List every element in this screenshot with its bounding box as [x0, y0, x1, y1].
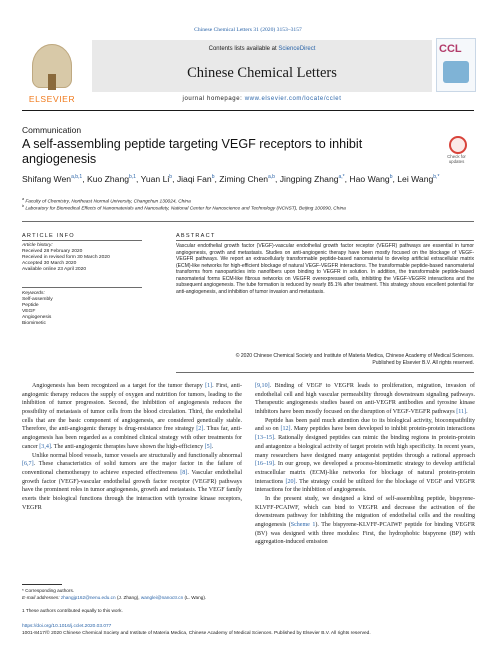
keywords-rule	[22, 287, 142, 288]
body-text: Unlike normal blood vessels, tumor vessels are structurally and functionally abnormal	[32, 452, 242, 459]
abstract-text: Vascular endothelial growth factor (VEGF)-vascular endothelial growth factor receptor (VEGFR) pathways are essential in tumor angiogenesis, growth and metastasis. Studies on anti-angiogenic therapy have been mostly focused on the blockage of VEGF-VEGFR pathways. We report an extracellularly transformable peptide-based nanomaterial to develop artificial extracellular matrix (ECM)-like networks for high-efficient blockage of natural VEGF-VEGFR interactions. The transformable peptide-based nanomaterial transforms from nanoparticles into nanofibers upon binding to VEGFR in solution. In addition, the transformable peptide-based nanomaterial forms ECM-like fibrous networks on VEGFR overexpressed cells, inhibiting the VEGF-VEGFR interactions and the subsequent angiogenesis. The tube formation is reduced by nearly 85.1% after treatment. This strategy shows excellent potential for anti-angiogenesis, and inhibition of tumor invasion and metastasis.	[176, 243, 474, 295]
history-entry: Accepted 30 March 2020	[22, 261, 77, 267]
body-text: . Rationally designed peptides can mimic the binding regions in protein-protein and antagonize a biological activity of target protein with high specificity. In recent years, many researchers have designed many antagonist peptides through a rational approach	[255, 435, 475, 459]
article-title: A self-assembling peptide targeting VEGF receptors to inhibit angiogenesis	[22, 137, 363, 166]
body-text: . The strategy could be utilized for the blockage of VEGF and VEGFR interactions for the inhibition of angiogenesis.	[255, 478, 475, 494]
history-entry: Received 28 February 2020	[22, 249, 83, 255]
body-text: . Vascular endothelial growth factor (VEGF)-vascular endothelial growth factor receptor (VEGFR) pathways have the prominent roles in tumor angiogenesis, growth and metastasis. The VEGF family exerts their biological functions through the interaction with tyrosine kinase receptors, VEGFR	[22, 469, 242, 511]
keyword: VEGF	[22, 309, 36, 315]
keywords-label: Keywords:	[22, 291, 45, 296]
homepage-prefix: journal homepage:	[182, 96, 245, 102]
author[interactable]: Hao Wang$^b$	[349, 173, 393, 184]
body-paragraph	[22, 382, 242, 452]
journal-title: Chinese Chemical Letters	[187, 65, 337, 81]
corresponding-footnote: * Corresponding authors.	[22, 588, 75, 593]
body-column-left	[22, 382, 242, 512]
keyword: Peptide	[22, 303, 39, 309]
email-link[interactable]: wanglei@nanoctr.cn	[140, 595, 184, 600]
header-divider	[22, 221, 474, 222]
citation-link[interactable]: [16–19]	[255, 461, 275, 468]
badge-label: Check for updates	[447, 154, 466, 164]
history-entry: Received in revised form 30 March 2020	[22, 255, 110, 261]
history-entry: Available online 23 April 2020	[22, 267, 87, 273]
body-paragraph	[255, 382, 475, 417]
sciencedirect-link[interactable]: ScienceDirect	[278, 46, 316, 52]
keyword: Self-assembly	[22, 297, 53, 303]
abstract-heading: ABSTRACT	[176, 233, 216, 239]
author[interactable]: Shifang Wen$^{a,b,1}$	[22, 173, 83, 184]
footnote-rule	[22, 584, 62, 585]
body-text: . Many peptides have been developed to inhibit protein-protein interactions	[290, 426, 475, 433]
journal-masthead	[22, 36, 474, 111]
journal-cover-thumbnail[interactable]	[436, 38, 476, 92]
citation-link[interactable]: [20]	[285, 478, 296, 485]
body-text: ). The bispyrene-KLVFF-PCAIWF peptide for binding VEGFR (BV) was designed with three modules: First, the hydrophobic bispyrene (BP) with aggregation-induced emission	[255, 522, 475, 546]
body-text: Angiogenesis has been recognized as a target for the tumor therapy	[32, 383, 206, 389]
article-history	[22, 243, 142, 273]
article-section: Communication	[22, 125, 82, 135]
author[interactable]: Jiaqi Fan$^b$	[176, 173, 215, 184]
contents-line	[92, 46, 432, 52]
email-link[interactable]: zhangjp162@nenu.edu.cn	[60, 595, 116, 600]
keywords	[22, 291, 142, 328]
copyright-line: Published by Elsevier B.V. All rights reserved.	[372, 359, 474, 366]
email-footnote: E-mail addresses: zhangjp162@nenu.edu.cn (J. Zhang), wanglei@nanoctr.cn (L. Wang).	[22, 595, 207, 600]
citation-link[interactable]: [5]	[204, 443, 212, 450]
author[interactable]: Lei Wang$^{b,*}$	[397, 173, 440, 184]
citation-link[interactable]: [12]	[280, 426, 291, 433]
journal-homepage	[92, 96, 432, 102]
body-text: . Binding of VEGF to VEGFR leads to proliferation, migration, invasion of endothelial cell and high vascular permeability through downstream signaling pathways. Therapeutic angiogenesis studies based on anti-VEGFR antibodies and tyrosine kinase inhibitors have been mostly focused on the disruption of VEGF-VEGFR pathways	[255, 383, 475, 416]
doi-link[interactable]: https://doi.org/10.1016/j.cclet.2020.03.077	[22, 624, 112, 629]
citation-link[interactable]: [3,4]	[39, 443, 51, 450]
body-column-right	[255, 382, 475, 547]
cover-art-icon	[443, 61, 469, 83]
body-text: . First, anti-angiogenic therapy reduces the supply of oxygen and nutrition for tumors, leading to the inhibition of tumor progression. Second, the inhibition of angiogenesis reduces the possibility of metastasis of tumor cells from the blood circulation. Third, the endothelial cells that are the basic component of angiogenesis, are considered genetically stable. Therefore, the anti-angiogenic therapy is drug-resistance free strategy	[22, 383, 243, 433]
body-text: . The anti-angiogenic therapies have shown the high-efficiency	[50, 443, 205, 450]
citation-line[interactable]: Chinese Chemical Letters 31 (2020) 3153–3157	[194, 27, 302, 33]
abstract-rule	[176, 240, 474, 241]
abstract-bottom-rule	[176, 372, 474, 373]
citation-link[interactable]: [8]	[180, 469, 188, 476]
article-info-rule	[22, 240, 142, 241]
citation-link[interactable]: [2]	[196, 426, 204, 433]
body-text: . These characteristics of solid tumors are the major factor in the failure of conventional chemotherapy to achieve expected effectiveness	[22, 461, 242, 476]
body-paragraph	[255, 495, 475, 547]
abstract-copyright	[176, 353, 474, 366]
author[interactable]: Ziming Chen$^{a,b}$	[219, 173, 275, 184]
author[interactable]: Jingping Zhang$^{a,*}$	[279, 173, 345, 184]
body-text: . In our group, we developed a process-biomimetic strategy to develop artificial extracellular matrix (ECM)-like networks for blockage of natural protein-protein interactions	[255, 461, 475, 485]
masthead-band	[92, 40, 432, 92]
body-text: .	[466, 409, 468, 416]
affiliation: $^b$ Laboratory for Biomedical Effects of Nanomaterials and Nanosafety, National Center for Nanoscience and Technology (NCNST), Beijing 100090, China	[22, 204, 346, 212]
elsevier-logo[interactable]	[22, 40, 82, 106]
body-paragraph	[255, 417, 475, 495]
equal-contribution-footnote: 1 These authors contributed equally to this work.	[22, 608, 123, 613]
body-text: .	[211, 443, 214, 450]
citation-link[interactable]: [1]	[205, 383, 213, 389]
citation-link[interactable]: [6,7]	[22, 461, 34, 468]
publisher-name: ELSEVIER	[28, 94, 76, 104]
body-text: Peptide has been paid much attention due to its biological activity, biocompatibility and so on	[255, 417, 475, 433]
affiliation: $^a$ Faculty of Chemistry, Northeast Normal University, Changchun 130024, China	[22, 197, 191, 205]
body-text: . Thus far, anti-angiogenesis has been regarded as a combined clinical strategy with other treatments for cancer	[22, 426, 243, 450]
citation-link[interactable]: [13–15]	[255, 435, 275, 442]
contents-prefix: Contents lists available at	[208, 46, 279, 52]
keyword: Angiogenesis	[22, 315, 52, 321]
check-updates-icon	[449, 136, 467, 154]
history-label: Article history:	[22, 243, 53, 248]
tree-trunk-icon	[48, 74, 56, 90]
cover-title: CCL	[439, 43, 462, 55]
citation-link[interactable]: Scheme 1	[290, 522, 316, 528]
homepage-link[interactable]: www.elsevier.com/locate/cclet	[244, 96, 342, 102]
citation-link[interactable]: [11]	[456, 409, 467, 416]
body-text: In the present study, we designed a kind of self-assembling peptide, bispyrene-KLVFF-PCAIWF, which can bind to VEGFR and decrease the activation of the downstream pathway for inhibiting the migration of endothelial cells and the resulting angiogenesis (	[255, 495, 475, 528]
issn-line: 1001-8417/© 2020 Chinese Chemical Society and Institute of Materia Medica, Chinese Academy of Medical Sciences. Published by Elsevier B.V. All rights reserved.	[22, 631, 371, 636]
author[interactable]: Yuan Li$^b$	[140, 173, 173, 184]
keyword: Biomimetic	[22, 321, 46, 327]
body-paragraph	[22, 452, 242, 513]
author-list: Shifang Wen$^{a,b,1}$, Kuo Zhang$^{b,1}$, Yuan Li$^b$, Jiaqi Fan$^b$, Ziming Chen$^{a,b}$, Jingping Zhang$^{a,*}$, Hao Wang$^b$, Lei Wang$^{b,*}$	[22, 173, 440, 184]
author[interactable]: Kuo Zhang$^{b,1}$	[86, 173, 136, 184]
copyright-line: © 2020 Chinese Chemical Society and Institute of Materia Medica, Chinese Academy of Medical Sciences.	[235, 353, 474, 359]
check-for-updates-badge[interactable]	[441, 136, 472, 167]
article-info-heading: ARTICLE INFO	[22, 233, 75, 239]
citation-link[interactable]: [9,10]	[255, 383, 270, 389]
